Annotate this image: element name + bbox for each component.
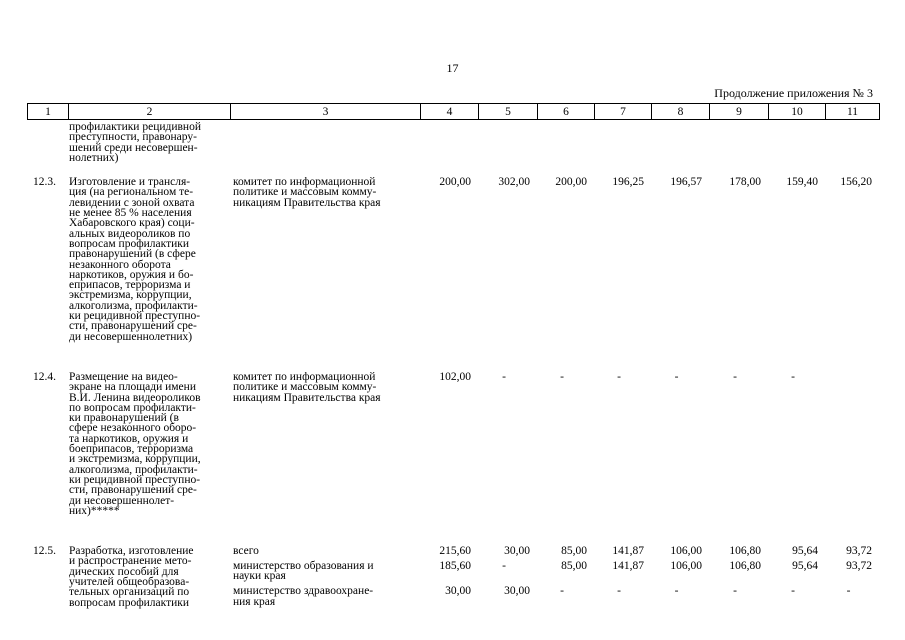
row-spacer [27, 516, 879, 546]
row-spacer [27, 163, 879, 177]
funding-value-cell: 106,00 [670, 559, 702, 572]
column-header: 6 [538, 104, 595, 120]
measure-number: 12.5. [33, 545, 56, 558]
funding-value-cell: 196,25 [612, 176, 644, 189]
measure-number: 12.3. [33, 176, 56, 189]
executor-cell: комитет по информационной политике и массовым комму- никациям Правительства края [233, 370, 381, 404]
empty-cell [651, 122, 709, 163]
funding-value-cell: - [674, 585, 679, 598]
funding-value-cell: - [791, 585, 795, 598]
empty-cell [230, 122, 420, 163]
empty-cell [537, 122, 594, 163]
funding-value-cell: - [846, 585, 851, 598]
funding-value-cell: - [560, 585, 564, 598]
measure-name: Разработка, изготовление и распространение мето- дических пособий для учителей общеобразова- тельных организаций по вопросам профилактики [69, 545, 194, 609]
column-header: 3 [231, 104, 421, 120]
measure-number [27, 122, 68, 163]
funding-value-cell: 106,80 [729, 545, 761, 558]
spacer-cell [27, 516, 879, 546]
funding-value-cell: 93,72 [846, 559, 872, 572]
funding-value-cell: 85,00 [561, 559, 587, 572]
executor-cell: министерство образования и науки края [233, 559, 374, 583]
spacer-cell [27, 342, 879, 372]
funding-value-cell: 141,87 [612, 559, 644, 572]
column-header: 8 [652, 104, 710, 120]
funding-value-cell: 85,00 [561, 545, 587, 558]
funding-value-cell: 302,00 [498, 176, 530, 189]
funding-value-cell: 215,60 [439, 545, 471, 558]
funding-value-cell [825, 372, 879, 516]
funding-value-cell: - [733, 370, 737, 383]
funding-value-cell: 141,87 [612, 545, 644, 558]
funding-value-cell: 185,60 [439, 559, 471, 572]
spacer-cell [27, 163, 879, 177]
funding-value-cell: 106,80 [729, 559, 761, 572]
empty-cell [709, 122, 768, 163]
empty-cell [478, 122, 537, 163]
page-number: 17 [446, 61, 459, 75]
column-header: 4 [421, 104, 479, 120]
measure-name: профилактики рецидивной преступности, правонару- шений среди несовершен- нолетних) [69, 121, 201, 164]
funding-value-cell: - [502, 370, 506, 383]
table-row [27, 546, 879, 557]
funding-value-cell: - [791, 370, 795, 383]
funding-value-cell: 200,00 [555, 176, 587, 189]
funding-value-cell: 93,72 [846, 545, 872, 558]
column-header: 2 [69, 104, 231, 120]
funding-value-cell: 95,64 [792, 559, 818, 572]
funding-value-cell: 30,00 [445, 585, 471, 598]
funding-value-cell: - [502, 559, 506, 572]
column-header: 10 [769, 104, 826, 120]
funding-value-cell: 178,00 [729, 176, 761, 189]
funding-value-cell: - [560, 370, 564, 383]
measure-number: 12.4. [33, 370, 56, 383]
empty-cell [768, 122, 825, 163]
column-header: 7 [595, 104, 652, 120]
funding-value-cell: - [733, 585, 737, 598]
funding-value-cell: 156,20 [840, 176, 872, 189]
column-header: 1 [28, 104, 69, 120]
funding-value-cell: 30,00 [504, 545, 530, 558]
funding-value-cell: - [674, 370, 679, 383]
funding-value-cell: - [617, 370, 621, 383]
table-row [27, 372, 879, 516]
appendix-continuation-note: Продолжение приложения № 3 [714, 86, 873, 100]
executor-cell: всего [233, 545, 259, 558]
program-measures-table [27, 122, 879, 608]
funding-value-cell: 102,00 [439, 370, 471, 383]
table-row [27, 177, 879, 342]
table-row [27, 122, 879, 163]
funding-value-cell: 30,00 [504, 585, 530, 598]
measure-name: Размещение на видео- экране на площади имени В.И. Ленина видеороликов по вопросам профилакти- ки правонарушений (в сфере незаконного оборо- та наркотиков, оружия и боеприпасов, терроризма и экстремизма, коррупции, алкоголизма, профилакти- ки рецидивной преступно- сти, правонарушений сре- ди несовершеннолет- них)***** [69, 370, 201, 517]
empty-cell [420, 122, 478, 163]
funding-value-cell: 196,57 [670, 176, 702, 189]
funding-value-cell: 159,40 [786, 176, 818, 189]
funding-value-cell: 200,00 [439, 176, 471, 189]
funding-value-cell: - [617, 585, 621, 598]
column-header-table [27, 103, 880, 120]
funding-value-cell: 106,00 [670, 545, 702, 558]
row-spacer [27, 342, 879, 372]
column-header: 9 [710, 104, 769, 120]
funding-value-cell: 95,64 [792, 545, 818, 558]
executor-cell: комитет по информационной политике и массовым комму- никациям Правительства края [233, 176, 381, 209]
executor-cell: министерство здравоохране- ния края [233, 585, 374, 608]
measure-name: Изготовление и трансля- ция (на региональном те- левидении с зоной охвата не менее 85 % населения Хабаровского края) соци- альных видеороликов по вопросам профилактики правонарушений (в сфере незаконного оборота наркотиков, оружия и бо- еприпасов, терроризма и экстремизма, коррупции, алкоголизма, профилакти- ки рецидивной преступно- сти, правонарушений сре- ди несовершеннолетних) [69, 176, 201, 343]
empty-cell [825, 122, 879, 163]
column-header: 11 [826, 104, 880, 120]
column-header: 5 [479, 104, 538, 120]
empty-cell [594, 122, 651, 163]
